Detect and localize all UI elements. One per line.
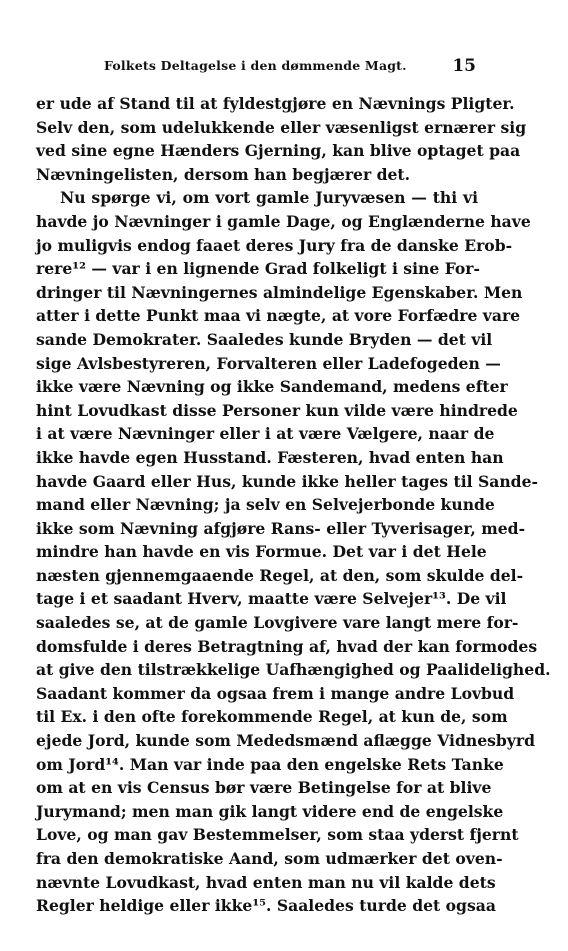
text-line: nævnte Lovudkast, hvad enten man nu vil kalde dets <box>36 872 496 892</box>
text-line: mand eller Nævning; ja selv en Selvejerbonde kunde <box>36 495 495 515</box>
text-line: Love, og man gav Bestemmelser, som staa yderst fjernt <box>36 825 519 845</box>
text-line: dringer til Nævningernes almindelige Egenskaber. Men <box>36 282 523 302</box>
text-line: ved sine egne Hænders Gjerning, kan blive optaget paa <box>36 141 521 161</box>
text-line: om at en vis Census bør være Betingelse for at blive <box>36 778 492 798</box>
page-number: 15 <box>452 56 476 76</box>
text-line: Nævningelisten, dersom han begjærer det. <box>36 164 411 184</box>
text-line: hint Lovudkast disse Personer kun vilde være hindrede <box>36 400 518 420</box>
text-line: ikke som Nævning afgjøre Rans- eller Tyverisager, med- <box>36 518 526 538</box>
text-line: mindre han havde en vis Formue. Det var i det Hele <box>36 542 487 562</box>
text-line: om Jord¹⁴. Man var inde paa den engelske Rets Tanke <box>36 754 504 774</box>
text-line: næsten gjennemgaaende Regel, at den, som skulde del- <box>36 565 524 585</box>
text-line: til Ex. i den ofte forekommende Regel, at kun de, som <box>36 707 508 727</box>
text-line: tage i et saadant Hverv, maatte være Selvejer¹³. De vil <box>36 589 507 609</box>
text-line: jo muligvis endog faaet deres Jury fra de danske Erob- <box>36 235 513 255</box>
text-line: Jurymand; men man gik langt videre end de engelske <box>36 801 504 821</box>
text-line: rere¹² — var i en lignende Grad folkeligt i sine For- <box>36 259 480 279</box>
text-line: havde jo Nævninger i gamle Dage, og Englænderne have <box>36 211 531 231</box>
text-line: i at være Nævninger eller i at være Vælgere, naar de <box>36 424 495 444</box>
text-line: Nu spørge vi, om vort gamle Juryvæsen — thi vi <box>60 188 478 208</box>
body-text <box>36 92 551 918</box>
text-line: Regler heldige eller ikke¹⁵. Saaledes turde det ogsaa <box>36 896 496 916</box>
text-line: at give den tilstrækkelige Uafhængighed og Paalidelighed. <box>36 660 551 680</box>
text-line: sige Avlsbestyreren, Forvalteren eller Ladefogeden — <box>36 353 501 373</box>
text-line: atter i dette Punkt maa vi nægte, at vore Forfædre vare <box>36 306 521 326</box>
text-line: er ude af Stand til at fyldestgjøre en Nævnings Pligter. <box>36 94 515 113</box>
text-line: ejede Jord, kunde som Mededsmænd aflægge Vidnesbyrd <box>36 731 535 751</box>
text-line: domsfulde i deres Betragtning af, hvad der kan formodes <box>36 636 538 656</box>
text-line: havde Gaard eller Hus, kunde ikke heller tages til Sande- <box>36 471 538 491</box>
text-line: ikke havde egen Husstand. Fæsteren, hvad enten han <box>36 447 504 467</box>
text-line: ikke være Nævning og ikke Sandemand, medens efter <box>36 377 508 397</box>
text-line: Selv den, som udelukkende eller væsenligst ernærer sig <box>36 117 527 137</box>
running-title: Folkets Deltagelse i den dømmende Magt. <box>104 58 407 73</box>
text-line: Saadant kommer da ogsaa frem i mange andre Lovbud <box>36 683 515 703</box>
text-line: saaledes se, at de gamle Lovgivere vare langt mere for- <box>36 613 519 633</box>
running-head <box>36 58 476 82</box>
text-line: fra den demokratiske Aand, som udmærker det oven- <box>36 849 503 868</box>
text-line: sande Demokrater. Saaledes kunde Bryden — det vil <box>36 329 493 349</box>
